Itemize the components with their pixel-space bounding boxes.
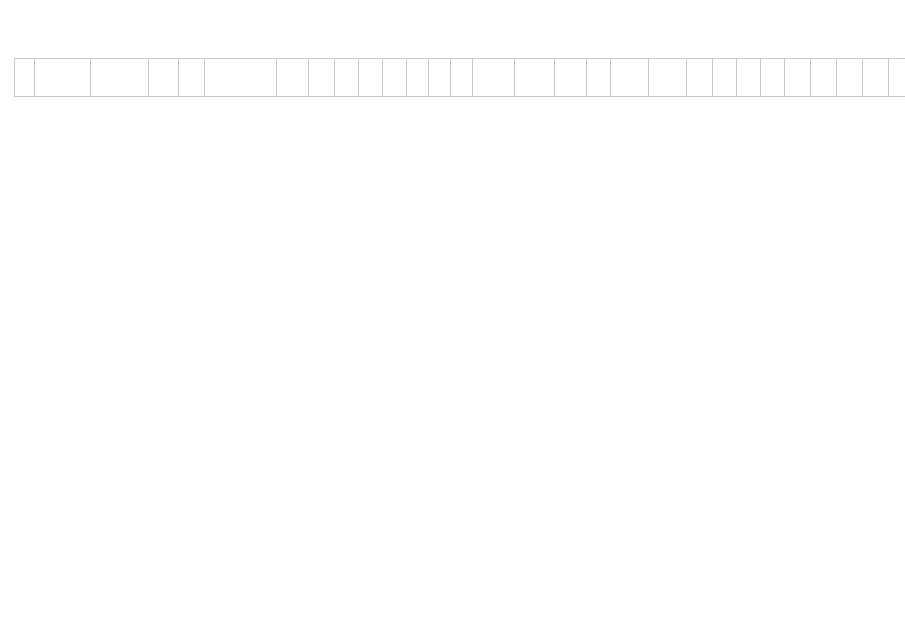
column-header: [811, 59, 837, 97]
column-header: [451, 59, 473, 97]
document-page: [14, 58, 892, 97]
column-header: [473, 59, 515, 97]
column-header: [383, 59, 407, 97]
column-header: [837, 59, 863, 97]
column-header: [737, 59, 761, 97]
column-header: [555, 59, 587, 97]
column-header: [515, 59, 555, 97]
column-header: [91, 59, 149, 97]
column-header: [785, 59, 811, 97]
column-header: [35, 59, 91, 97]
column-header: [407, 59, 429, 97]
column-header: [335, 59, 359, 97]
column-header: [359, 59, 383, 97]
column-header: [277, 59, 309, 97]
column-header: [611, 59, 649, 97]
column-header: [15, 59, 35, 97]
column-header: [761, 59, 785, 97]
header-row: [15, 59, 905, 97]
column-header: [429, 59, 451, 97]
column-header: [149, 59, 179, 97]
column-header: [687, 59, 713, 97]
column-header: [863, 59, 889, 97]
column-header: [649, 59, 687, 97]
column-header: [309, 59, 335, 97]
data-table: [14, 58, 905, 97]
column-header: [205, 59, 277, 97]
column-header: [713, 59, 737, 97]
column-header: [587, 59, 611, 97]
column-header: [179, 59, 205, 97]
column-header: [889, 59, 905, 97]
